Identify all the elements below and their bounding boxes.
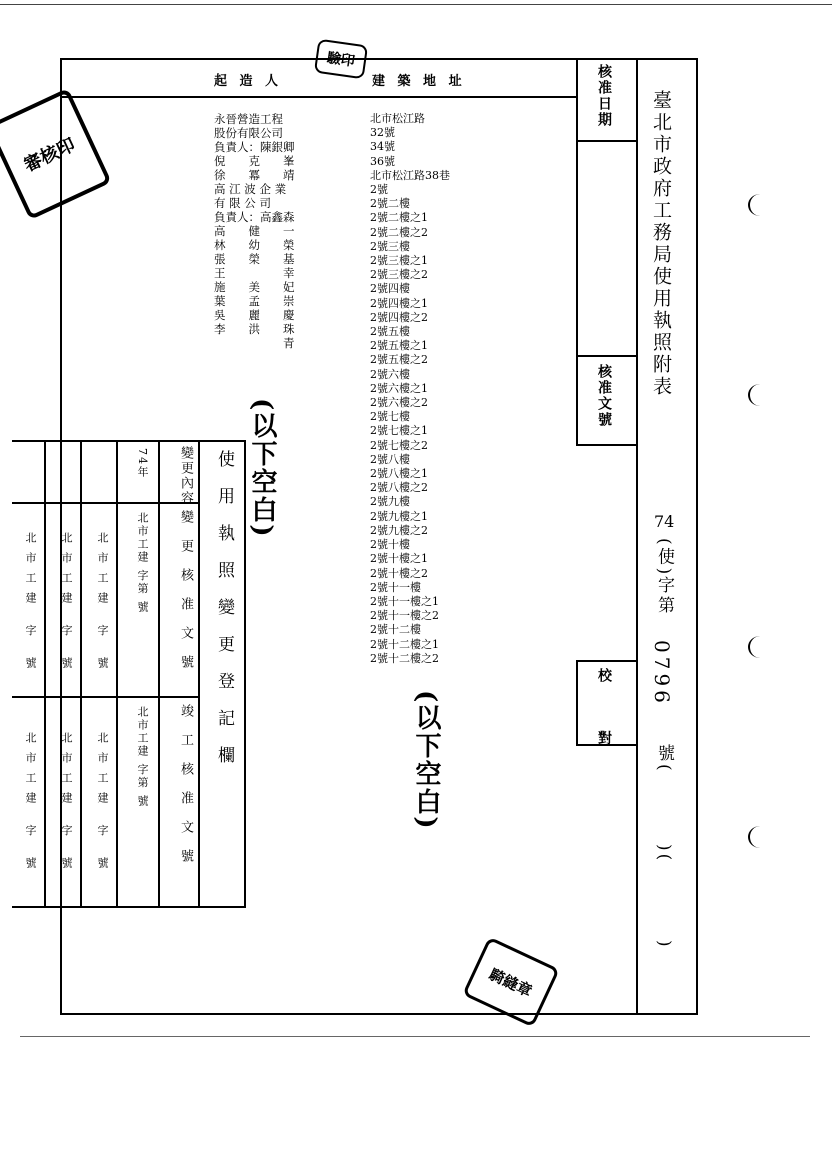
side-divider-1 (576, 140, 636, 142)
side-divider-4 (576, 660, 636, 662)
table-col-line (44, 442, 46, 906)
row-1-content: 74年 (136, 448, 149, 479)
change-table-title: 使用執照變更登記欄 (214, 450, 234, 783)
approval-date-label: 核准日期 (596, 64, 612, 128)
header-address: 建 築 地 址 (372, 74, 466, 89)
table-col-line (198, 442, 200, 906)
side-column-divider (576, 60, 578, 444)
table-col-line (116, 442, 118, 906)
header-approval: 變更核准文號 (178, 510, 193, 684)
punch-hole (748, 384, 772, 406)
number-prefix: 74 (654, 512, 675, 531)
row-4-approval: 北市工建 字 號 (24, 532, 37, 677)
punch-hole (748, 826, 772, 848)
table-col-line (80, 442, 82, 906)
blank-mark-right: (以下空白) (411, 690, 441, 831)
table-row-line (12, 696, 198, 698)
title-column-divider (636, 60, 638, 1013)
row-3-approval: 北市工建 字 號 (60, 532, 73, 677)
stamp-bottom: 騎縫章 (462, 937, 560, 1028)
change-table (12, 440, 246, 908)
side-divider-3 (576, 444, 636, 446)
applicant-list: 永晉營造工程 股份有限公司 負責人：陳銀卿 倪 克 峯 徐 冪 靖 高 江 波 企 業 有 限 公 司 負責人：高鑫森 高 健 一 林 幼 榮 張 榮 基 王 幸 施 美 妃 葉 孟 崇 吳 麗 慶 李 洪 珠 青 (214, 112, 295, 350)
row-3-done: 北市工建 字 號 (60, 732, 73, 877)
number-char: 字第 (654, 576, 674, 616)
row-2-approval: 北市工建 字 號 (96, 532, 109, 677)
scan-edge-bottom (20, 1036, 810, 1037)
stamp-top: 驗印 (314, 39, 368, 80)
side-column-divider-2 (576, 660, 578, 744)
row-2-done: 北市工建 字 號 (96, 732, 109, 877)
table-col-line (158, 442, 160, 906)
document-number: 0796 (650, 640, 674, 707)
header-content: 變更內容 (178, 446, 193, 506)
approval-no-label: 核准文號 (596, 364, 612, 428)
side-divider-2 (576, 355, 636, 357)
paren-2: ) (654, 940, 674, 950)
header-divider (62, 96, 576, 98)
row-4-done: 北市工建 字 號 (24, 732, 37, 877)
header-applicant: 起 造 人 (214, 74, 283, 89)
scan-edge-top (0, 4, 832, 5)
row-1-approval: 北市工建 字第 號 (136, 512, 149, 614)
proofread-label: 校 對 (596, 668, 612, 767)
number-type: (使) (654, 538, 674, 578)
punch-hole (748, 194, 772, 216)
header-done: 竣工核准文號 (178, 704, 193, 878)
punch-hole (748, 636, 772, 658)
address-list: 北市松江路 32號 34號 36號 北市松江路38巷 2號 2號二樓 2號二樓之1 2號二樓之2 2號三樓 2號三樓之1 2號三樓之2 2號四樓 2號四樓之1 2號四樓之2 2號五樓 2號五樓之1 2號五樓之2 2號六樓 2號六樓之1 2號六樓之2 2號七樓 2號七樓之1 2號七樓之2 2號八樓 2號八樓之1 2號八樓之2 2號九樓 2號九樓之1 2號九樓之2 2號十樓 2號十樓之1 2號十樓之2 2號十一樓 2號十一樓之1 2號十一樓之2 2號十二樓 2號十二樓之1 2號十二樓之2 (370, 112, 450, 665)
number-suffix: 號( (654, 744, 674, 774)
blank-mark-left: (以下空白) (247, 398, 277, 539)
row-1-done: 北市工建 字第 號 (136, 706, 149, 808)
paren-1: )( (654, 844, 674, 864)
table-row-line (12, 502, 198, 504)
stamp-left: 審核印 (0, 88, 112, 220)
document-title: 臺北市政府工務局使用執照附表 (650, 90, 672, 398)
